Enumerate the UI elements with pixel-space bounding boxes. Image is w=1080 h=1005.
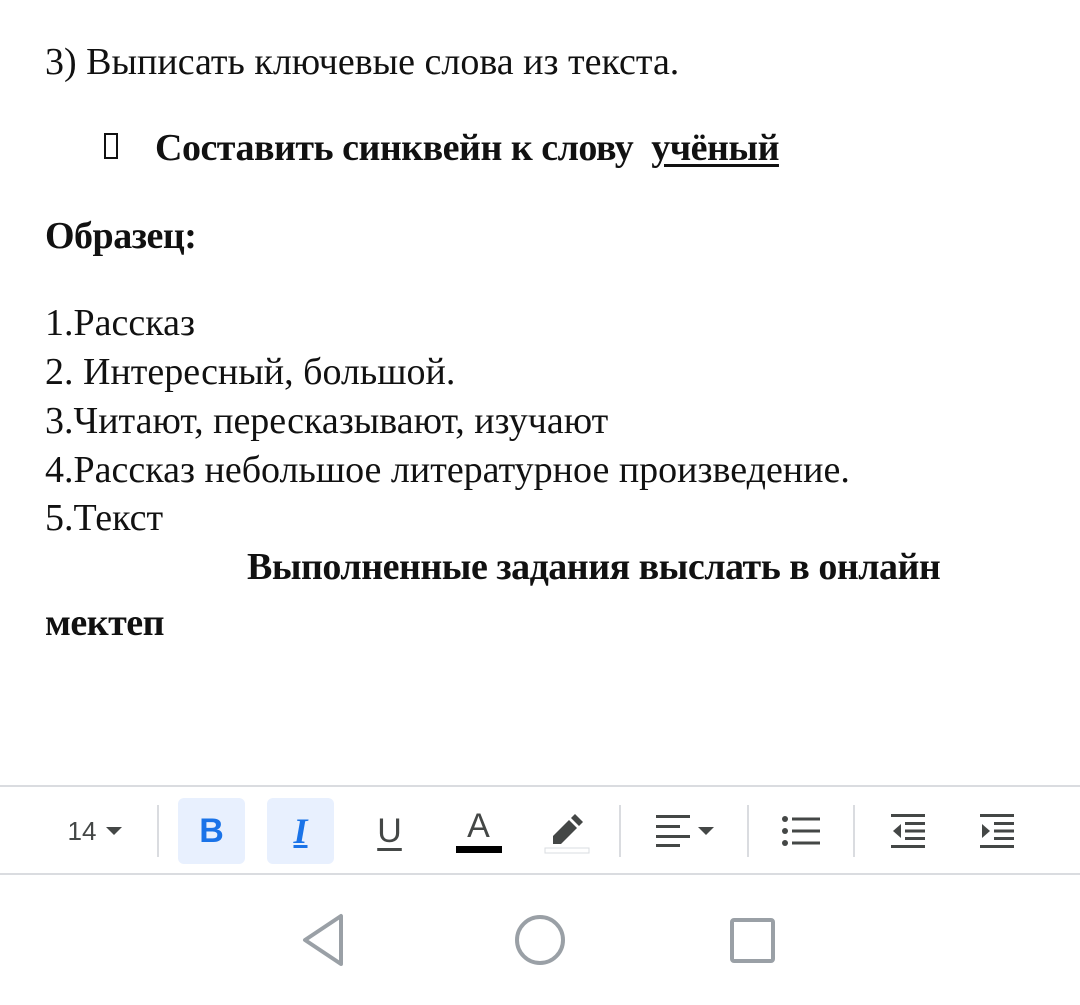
- sinkwine-word: учёный: [651, 127, 779, 169]
- chevron-down-icon: [106, 827, 122, 835]
- home-icon: [510, 910, 570, 970]
- increase-indent-icon: [980, 814, 1014, 848]
- italic-icon: I: [293, 811, 308, 851]
- system-navigation-bar: [0, 875, 1080, 1005]
- italic-button[interactable]: [267, 798, 334, 864]
- text-color-icon: A: [467, 807, 490, 845]
- font-size-value: 14: [67, 815, 97, 846]
- bulleted-list-button[interactable]: [767, 798, 834, 864]
- align-button[interactable]: [645, 798, 725, 864]
- sinkwine-task-text: Составить синквейн к слову: [155, 127, 634, 169]
- text-color-button[interactable]: [445, 798, 512, 864]
- doc-line-task-3: 3) Выписать ключевые слова из текста.: [45, 41, 680, 83]
- doc-line-sinkwine: [155, 124, 779, 172]
- bold-button[interactable]: [178, 798, 245, 864]
- doc-line-sample-1: 1.Рассказ: [45, 302, 195, 344]
- chevron-down-icon: [698, 827, 714, 835]
- bulleted-list-icon: [782, 816, 820, 846]
- decrease-indent-button[interactable]: [874, 798, 941, 864]
- doc-line-sample-2: 2. Интересный, большой.: [45, 351, 456, 393]
- decrease-indent-icon: [891, 814, 925, 848]
- toolbar-divider: [619, 805, 621, 857]
- underline-button[interactable]: [356, 798, 423, 864]
- highlight-icon: [543, 808, 593, 854]
- doc-line-sample-3: 3.Читают, пересказывают, изучают: [45, 400, 609, 442]
- doc-line-sample-heading: Образец:: [45, 215, 197, 257]
- increase-indent-button[interactable]: [963, 798, 1030, 864]
- doc-line-sample-4: 4.Рассказ небольшое литературное произведение.: [45, 449, 850, 491]
- doc-line-instructions: Выполненные задания выслать в онлайн: [247, 546, 941, 588]
- toolbar-divider: [157, 805, 159, 857]
- recents-icon: [722, 910, 782, 970]
- font-size-dropdown[interactable]: [50, 798, 140, 864]
- bold-icon: B: [199, 811, 224, 850]
- highlight-color-button[interactable]: [534, 798, 601, 864]
- bullet-square-icon: [104, 133, 118, 159]
- align-left-icon: [656, 814, 692, 848]
- home-button[interactable]: [510, 910, 570, 970]
- underline-icon: U: [377, 811, 402, 850]
- back-icon: [295, 910, 355, 970]
- text-color-swatch: [456, 846, 502, 853]
- toolbar-divider: [747, 805, 749, 857]
- recents-button[interactable]: [722, 910, 782, 970]
- doc-line-sample-5: 5.Текст: [45, 497, 164, 539]
- back-button[interactable]: [295, 910, 355, 970]
- doc-line-instructions-cont: мектеп: [45, 602, 165, 644]
- formatting-toolbar: [0, 785, 1080, 875]
- toolbar-divider: [853, 805, 855, 857]
